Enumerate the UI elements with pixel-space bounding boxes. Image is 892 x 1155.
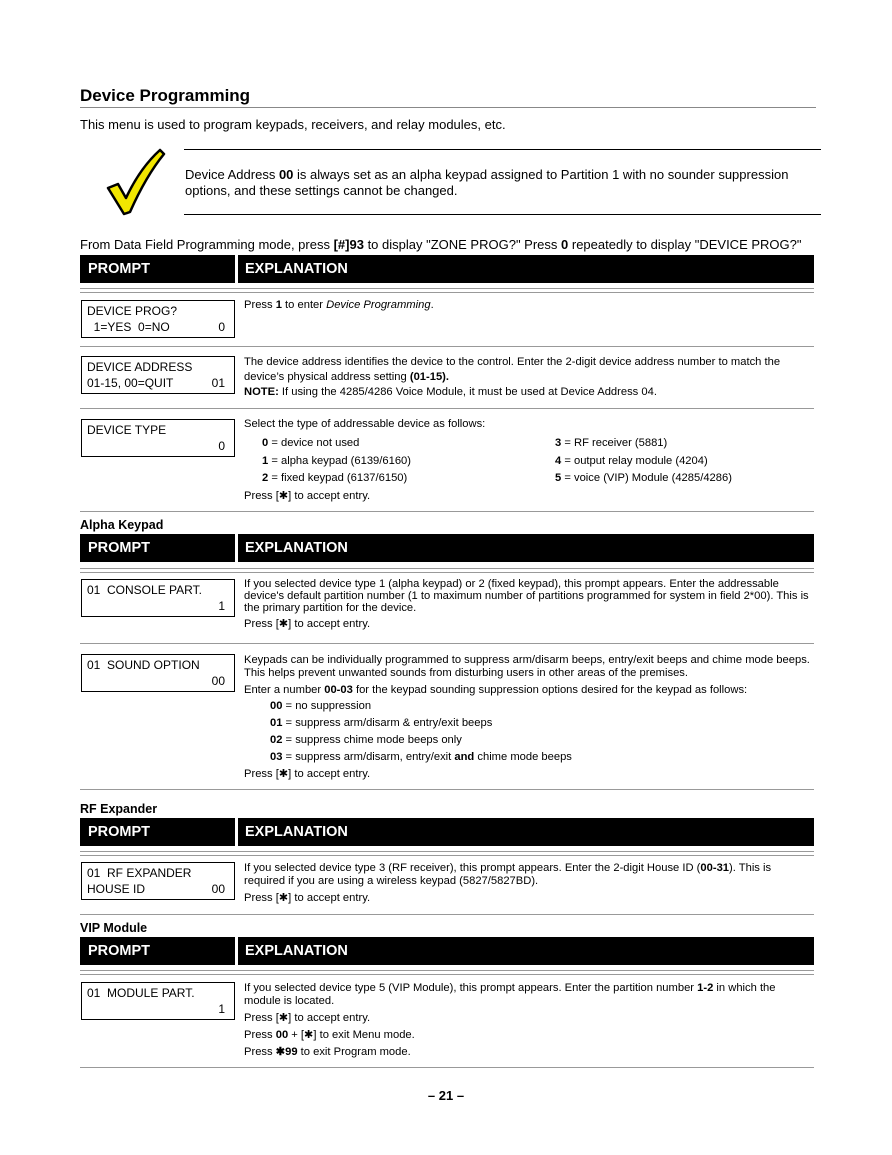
prompt-value: 01 [211, 376, 225, 390]
row-divider [80, 346, 814, 347]
sound-option-item: 00 = no suppression [270, 700, 372, 712]
prompt-sound-option: 01 SOUND OPTION 00 [81, 654, 235, 692]
table-header [80, 255, 814, 283]
table-header [80, 534, 814, 562]
page-number: – 21 – [427, 1088, 465, 1103]
row-divider [80, 1067, 814, 1068]
explanation-header: EXPLANATION [245, 943, 348, 959]
prompt-module-part: 01 MODULE PART. 1 [81, 982, 235, 1020]
prompt-header: PROMPT [88, 261, 151, 277]
prompt-header: PROMPT [88, 824, 151, 840]
section-heading-vip: VIP Module [80, 921, 148, 935]
from-instruction: From Data Field Programming mode, press [#]93 to display "ZONE PROG?" Press 0 repeatedly to display "DEVICE PROG?" [80, 237, 802, 252]
title-divider [80, 107, 816, 108]
table-header [80, 937, 814, 965]
explanation-device-prog: Press 1 to enter Device Programming. [244, 299, 434, 311]
row-divider [80, 511, 814, 512]
accept-instruction: Press [✱] to accept entry. [244, 490, 371, 502]
row-divider [80, 408, 814, 409]
explanation-module-part: If you selected device type 5 (VIP Module), this prompt appears. Enter the partition number 1-2 in which the module is located. Press [✱] to accept entry. Press 00 + [✱] to exit Menu mode. Press ✱99 to exit Program mode. [244, 982, 776, 1058]
prompt-console-part: 01 CONSOLE PART. 1 [81, 579, 235, 617]
row-divider [80, 851, 814, 856]
device-type-intro: Select the type of addressable device as follows: [244, 418, 486, 430]
sound-option-item: 01 = suppress arm/disarm & entry/exit beeps [270, 717, 493, 729]
explanation-sound-option: Keypads can be individually programmed to suppress arm/disarm beeps, entry/exit beeps and chime mode beeps. This helps prevent unwanted sounds from disturbing users in other areas of the premises. Enter a number 00-03 for the keypad sounding suppression options desired for the keypad as follows: [244, 654, 810, 696]
row-divider [80, 288, 814, 293]
device-type-option: 4 = output relay module (4204) [555, 455, 708, 467]
prompt-value: 0 [218, 320, 225, 334]
explanation-header: EXPLANATION [245, 261, 348, 277]
checkmark-icon [102, 148, 168, 223]
device-type-option: 0 = device not used [262, 437, 360, 449]
prompt-device-prog: DEVICE PROG? 1=YES 0=NO 0 [81, 300, 235, 338]
prompt-value: 1 [218, 599, 225, 613]
sound-option-item: 03 = suppress arm/disarm, entry/exit and chime mode beeps [270, 751, 572, 763]
prompt-header: PROMPT [88, 540, 151, 556]
note-bottom-rule [184, 214, 821, 215]
device-type-option: 1 = alpha keypad (6139/6160) [262, 455, 411, 467]
section-heading-alpha: Alpha Keypad [80, 518, 164, 532]
row-divider [80, 970, 814, 975]
prompt-value: 1 [218, 1002, 225, 1016]
intro-text: This menu is used to program keypads, receivers, and relay modules, etc. [80, 117, 506, 132]
prompt-value: 0 [218, 439, 225, 453]
note-text: Device Address 00 is always set as an alpha keypad assigned to Partition 1 with no sounder suppression options, and these settings cannot be changed. [185, 167, 789, 198]
explanation-header: EXPLANATION [245, 824, 348, 840]
sound-option-item: 02 = suppress chime mode beeps only [270, 734, 462, 746]
explanation-rf-expander: If you selected device type 3 (RF receiver), this prompt appears. Enter the 2-digit House ID (00-31). This is required if you are using a wireless keypad (5827/5827BD). Press [✱] to accept entry. [244, 862, 772, 904]
page-title: Device Programming [80, 86, 251, 105]
device-type-option: 3 = RF receiver (5881) [555, 437, 668, 449]
note-top-rule [184, 149, 821, 150]
prompt-rf-expander: 01 RF EXPANDER HOUSE ID 00 [81, 862, 235, 900]
row-divider [80, 568, 814, 573]
explanation-header: EXPLANATION [245, 540, 348, 556]
section-heading-rf: RF Expander [80, 802, 158, 816]
prompt-header: PROMPT [88, 943, 151, 959]
table-header [80, 818, 814, 846]
prompt-device-type: DEVICE TYPE 0 [81, 419, 235, 457]
row-divider [80, 789, 814, 790]
row-divider [80, 643, 814, 644]
prompt-device-address: DEVICE ADDRESS 01-15, 00=QUIT 01 [81, 356, 235, 394]
device-type-option: 2 = fixed keypad (6137/6150) [262, 472, 408, 484]
explanation-device-address: The device address identifies the device to the control. Enter the 2-digit device address number to match the device’s physical address setting (01-15). NOTE: If using the 4285/4286 Voice Module, it must be used at Device Address 04. [244, 356, 781, 398]
device-type-option: 5 = voice (VIP) Module (4285/4286) [555, 472, 732, 484]
prompt-value: 00 [211, 674, 225, 688]
prompt-value: 00 [211, 882, 225, 896]
accept-instruction: Press [✱] to accept entry. [244, 768, 371, 780]
row-divider [80, 914, 814, 915]
explanation-console-part: If you selected device type 1 (alpha keypad) or 2 (fixed keypad), this prompt appears. Enter the addressable device's default partition number (1 to maximum number of partitions programmed for system in field 2*00). This is the primary partition for the device. Press [✱] to accept entry. [244, 578, 809, 630]
